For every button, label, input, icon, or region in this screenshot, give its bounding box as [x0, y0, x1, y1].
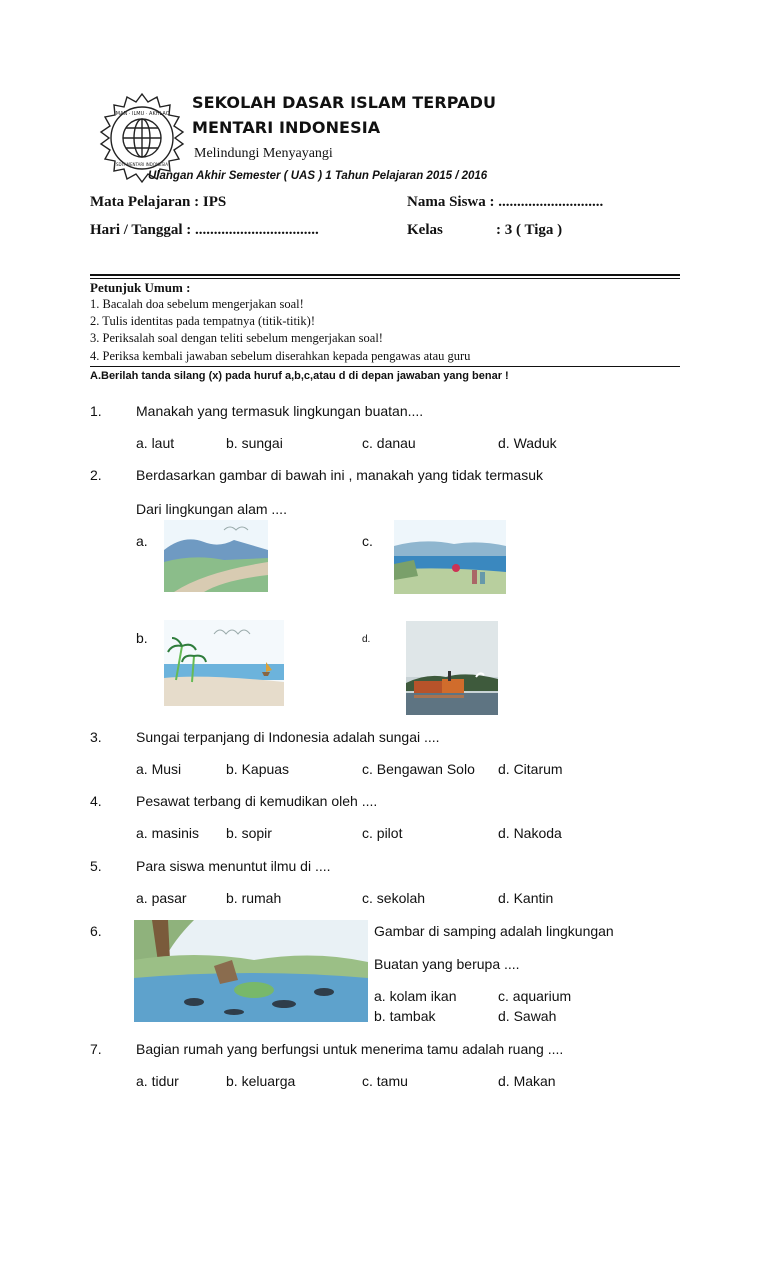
option-c[interactable]: c. pilot [362, 825, 403, 841]
question-number: 3. [90, 729, 102, 745]
option-c[interactable]: c. sekolah [362, 890, 426, 906]
instructions-title: Petunjuk Umum : [90, 280, 191, 295]
option-b[interactable]: b. rumah [226, 890, 282, 906]
question-number: 6. [90, 923, 102, 939]
class-value: : 3 ( Tiga ) [496, 222, 563, 238]
picture-beach [164, 620, 284, 706]
instruction-item: 3. Periksalah soal dengan teliti sebelum mengerjakan soal! [90, 331, 383, 345]
option-d[interactable]: d. Kantin [498, 890, 554, 906]
question-text-line2: Dari lingkungan alam .... [136, 501, 287, 517]
instruction-item: 4. Periksa kembali jawaban sebelum diserahkan kepada pengawas atau guru [90, 349, 471, 363]
option-d[interactable]: d. Sawah [498, 1008, 557, 1024]
option-d[interactable]: d. Nakoda [498, 825, 562, 841]
option-c[interactable]: c. aquarium [498, 988, 572, 1004]
option-b[interactable]: b. tambak [374, 1008, 436, 1024]
question-text: Pesawat terbang di kemudikan oleh .... [136, 793, 378, 809]
picture-mountain-road [164, 520, 268, 592]
option-a[interactable]: a. Musi [136, 761, 182, 777]
option-b[interactable]: b. sungai [226, 435, 283, 451]
section-a-heading: A.Berilah tanda silang (x) pada huruf a,b,c,atau d di depan jawaban yang benar ! [90, 370, 509, 382]
question-number: 2. [90, 467, 102, 483]
divider-top-thin [90, 278, 680, 279]
instruction-item: 1. Bacalah doa sebelum mengerjakan soal! [90, 297, 304, 311]
class-label: Kelas [407, 222, 443, 238]
option-c[interactable]: c. [362, 533, 373, 549]
question-number: 4. [90, 793, 102, 809]
divider-section [90, 366, 680, 367]
subject-field: Mata Pelajaran : IPS [90, 194, 227, 210]
option-c[interactable]: c. Bengawan Solo [362, 761, 475, 777]
option-b[interactable]: b. sopir [226, 825, 272, 841]
picture-lake-people [394, 520, 506, 594]
option-b[interactable]: b. keluarga [226, 1073, 296, 1089]
option-d[interactable]: d. Makan [498, 1073, 556, 1089]
option-a[interactable]: a. tidur [136, 1073, 179, 1089]
option-d[interactable]: d. [362, 634, 371, 645]
option-c[interactable]: c. tamu [362, 1073, 408, 1089]
picture-fish-pond [134, 920, 368, 1022]
picture-factory-water [406, 621, 498, 715]
option-a[interactable]: a. [136, 533, 148, 549]
question-text: Berdasarkan gambar di bawah ini , manakah yang tidak termasuk [136, 467, 543, 483]
question-text: Para siswa menuntut ilmu di .... [136, 858, 331, 874]
option-d[interactable]: d. Citarum [498, 761, 563, 777]
day-date-field: Hari / Tanggal : ................................. [90, 222, 319, 238]
logo-text-top: IMAN · ILMU · AKHLAQ [114, 111, 170, 117]
logo-text-bottom: SDIT MENTARI INDONESIA [116, 162, 168, 167]
question-text: Sungai terpanjang di Indonesia adalah sungai .... [136, 729, 440, 745]
option-a[interactable]: a. laut [136, 435, 175, 451]
question-text: Manakah yang termasuk lingkungan buatan.... [136, 403, 424, 419]
option-c[interactable]: c. danau [362, 435, 416, 451]
question-text: Gambar di samping adalah lingkungan [374, 923, 614, 939]
student-name-field: Nama Siswa : ............................ [407, 194, 604, 210]
school-name-line2: MENTARI INDONESIA [192, 118, 381, 137]
school-name-line1: SEKOLAH DASAR ISLAM TERPADU [192, 93, 497, 112]
option-b[interactable]: b. [136, 630, 148, 646]
question-number: 1. [90, 403, 102, 419]
option-b[interactable]: b. Kapuas [226, 761, 290, 777]
option-d[interactable]: d. Waduk [498, 435, 557, 451]
divider-top [90, 274, 680, 276]
option-a[interactable]: a. masinis [136, 825, 200, 841]
question-text-line2: Buatan yang berupa .... [374, 956, 520, 972]
question-number: 5. [90, 858, 102, 874]
school-motto: Melindungi Menyayangi [194, 146, 333, 161]
question-text: Bagian rumah yang berfungsi untuk menerima tamu adalah ruang .... [136, 1041, 564, 1057]
exam-title: Ulangan Akhir Semester ( UAS ) 1 Tahun Pelajaran 2015 / 2016 [148, 170, 488, 182]
option-a[interactable]: a. pasar [136, 890, 187, 906]
option-a[interactable]: a. kolam ikan [374, 988, 457, 1004]
instruction-item: 2. Tulis identitas pada tempatnya (titik-titik)! [90, 314, 315, 328]
question-number: 7. [90, 1041, 102, 1057]
